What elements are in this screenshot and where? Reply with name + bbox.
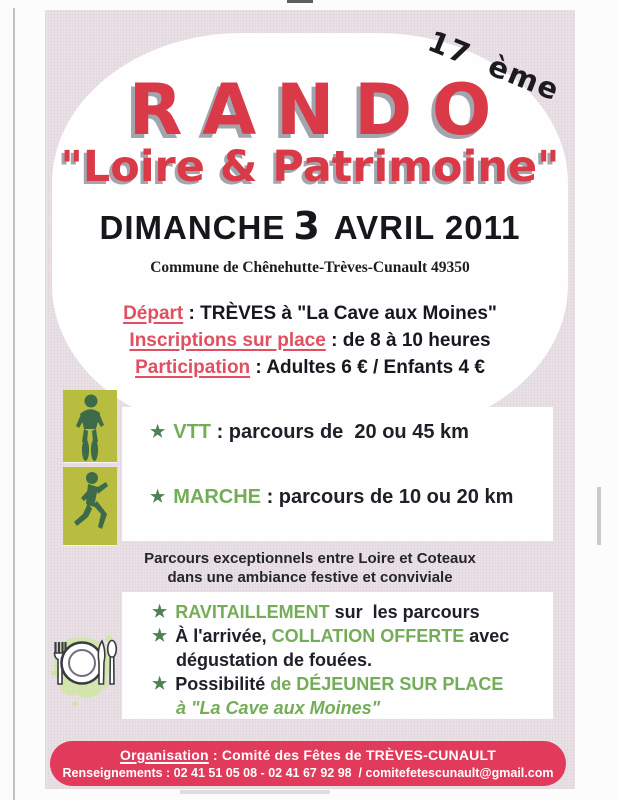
activity-row-marche — [150, 486, 513, 509]
star-bullet-icon: ★ — [150, 422, 166, 441]
scan-artifact-top-tick — [287, 0, 313, 3]
activities-box — [122, 407, 553, 541]
feature-segment: avec — [464, 626, 510, 646]
info-text-depart: : TRÈVES à "La Cave aux Moines" — [183, 303, 497, 324]
feature-segment: RAVITAILLEMENT — [175, 602, 330, 622]
feature-segment: Possibilité — [175, 674, 271, 694]
edition-badge: 17 ème — [423, 24, 565, 108]
feature-segment: dégustation de fouées. — [176, 650, 373, 670]
features-box — [122, 592, 553, 719]
feature-collation-cont — [152, 648, 553, 672]
feature-collation — [152, 624, 553, 648]
tagline — [45, 549, 575, 587]
tagline-line-1: Parcours exceptionnels entre Loire et Coteaux — [144, 550, 476, 567]
info-row-participation — [52, 354, 568, 381]
green-dot — [73, 702, 78, 707]
feature-segment: à "La Cave aux Moines" — [176, 698, 381, 718]
poster-title: RANDO — [128, 69, 511, 151]
star-bullet-icon: ★ — [152, 674, 168, 693]
scan-artifact-bottom-smudge — [180, 790, 330, 794]
flyer-panel — [45, 10, 575, 789]
meal-icon — [44, 612, 120, 712]
email-address: comitefetescunault@gmail.com — [365, 766, 554, 780]
scan-artifact-left-line — [13, 8, 15, 800]
green-dot — [51, 670, 57, 676]
tagline-line-2: dans une ambiance festive et conviviale — [167, 569, 453, 586]
runner-icon-tile — [63, 467, 117, 545]
activity-name-marche: MARCHE — [173, 486, 262, 508]
title-oval — [52, 33, 568, 435]
knife-icon — [98, 641, 104, 684]
info-text-inscriptions: : de 8 à 10 heures — [325, 330, 491, 351]
activity-text-vtt: : parcours de 20 ou 45 km — [211, 421, 469, 443]
feature-segment: COLLATION OFFERTE — [271, 626, 465, 646]
footer-banner — [50, 741, 566, 786]
contact-line — [50, 766, 566, 780]
activity-text-marche: : parcours de 10 ou 20 km — [261, 486, 514, 508]
activity-row-vtt — [150, 421, 469, 444]
date-day-number: 3 — [293, 204, 321, 248]
event-date — [52, 204, 568, 248]
phone-numbers: 02 41 51 05 08 - 02 41 67 92 98 — [170, 766, 352, 780]
info-label-depart: Départ — [123, 303, 184, 324]
commune-line: Commune de Chênehutte-Trèves-Cunault 49350 — [150, 259, 470, 276]
feature-segment: À l'arrivée, — [175, 626, 272, 646]
info-row-depart — [52, 300, 568, 327]
date-day-word: DIMANCHE — [99, 209, 286, 246]
feature-ravitaillement — [152, 600, 553, 624]
info-block — [52, 300, 568, 381]
organisation-text: : Comité des Fêtes de TRÈVES-CUNAULT — [208, 747, 496, 763]
date-month-year: AVRIL 2011 — [333, 209, 521, 246]
poster-subtitle: "Loire & Patrimoine" — [60, 142, 560, 192]
info-row-inscriptions — [52, 327, 568, 354]
info-label-participation: Participation — [135, 357, 251, 378]
star-bullet-icon: ★ — [152, 602, 168, 621]
feature-dejeuner — [152, 672, 553, 696]
info-text-participation: : Adultes 6 € / Enfants 4 € — [250, 357, 485, 378]
scan-artifact-right-smudge — [597, 487, 601, 545]
renseignements-label: Renseignements : — [62, 766, 171, 780]
cyclist-icon — [63, 390, 117, 462]
feature-segment: sur les parcours — [329, 602, 480, 622]
contact-separator: / — [351, 766, 366, 780]
plate-icon — [62, 643, 103, 684]
feature-segment: de DÉJEUNER SUR PLACE — [270, 674, 504, 694]
star-bullet-icon: ★ — [150, 487, 166, 506]
runner-icon — [63, 467, 117, 545]
feature-dejeuner-place — [152, 696, 553, 720]
features-list — [122, 592, 553, 720]
meal-icon-wrap — [44, 612, 120, 712]
activity-name-vtt: VTT — [173, 421, 212, 443]
organisation-line — [50, 747, 566, 763]
star-bullet-icon: ★ — [152, 626, 168, 645]
info-label-inscriptions: Inscriptions sur place — [129, 330, 326, 351]
organisation-label: Organisation — [120, 747, 209, 763]
cyclist-icon-tile — [63, 390, 117, 462]
